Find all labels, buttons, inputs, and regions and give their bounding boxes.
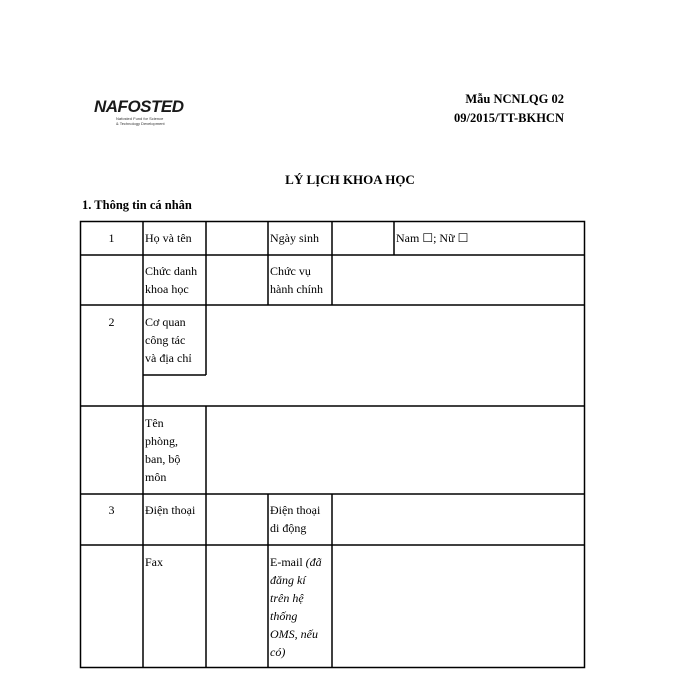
logo-subtitle: Nafosted Fund for Science [116, 116, 164, 121]
logo-text: NAFOSTED [94, 97, 184, 116]
admin-position-label [270, 262, 323, 298]
label-line: khoa học [145, 282, 189, 296]
email-note: trên hệ [270, 591, 304, 605]
dob-label: Ngày sinh [270, 231, 319, 245]
nafosted-logo [86, 96, 196, 130]
label-line: Chức danh [145, 264, 198, 278]
logo-subtitle: & Technology Development [116, 121, 165, 126]
full-name-label: Họ và tên [145, 231, 192, 245]
label-line: di động [270, 521, 307, 535]
gender-checkbox-group[interactable]: Nam ☐; Nữ ☐ [396, 231, 469, 245]
department-label [145, 414, 180, 486]
email-field[interactable] [333, 546, 584, 667]
organization-label [145, 313, 192, 367]
mobile-label [270, 501, 320, 537]
email-label [270, 553, 322, 661]
label-line: công tác [145, 333, 186, 347]
form-code-line: Mẫu NCNLQG 02 [465, 92, 564, 106]
fax-label: Fax [145, 555, 163, 569]
section-title: 1. Thông tin cá nhân [82, 198, 192, 212]
email-note: (đã [305, 555, 322, 569]
form-code-line: 09/2015/TT-BKHCN [454, 111, 564, 125]
email-note: đăng kí [270, 573, 306, 587]
row-number: 2 [108, 315, 115, 329]
email-note: thống [270, 609, 298, 623]
row-number: 1 [108, 231, 115, 245]
phone-field[interactable] [207, 495, 267, 544]
label-line: Cơ quan [145, 315, 186, 329]
dob-field[interactable] [333, 223, 393, 254]
organization-field[interactable] [207, 306, 584, 405]
label-line: hành chính [270, 282, 323, 296]
full-name-field[interactable] [207, 223, 267, 254]
label-line: Điện thoại [270, 503, 321, 517]
row-number: 3 [108, 503, 115, 517]
mobile-field[interactable] [333, 495, 584, 544]
email-note: OMS, nếu [270, 627, 318, 641]
form-code [454, 90, 564, 128]
label-line: Tên [145, 416, 164, 430]
label-line: phòng, [145, 434, 178, 448]
label-line: và địa chỉ [145, 351, 192, 365]
document-title: LÝ LỊCH KHOA HỌC [285, 172, 415, 187]
email-note: có) [270, 645, 286, 659]
label-line: Chức vụ [270, 264, 311, 278]
fax-field[interactable] [207, 546, 267, 667]
label-line: ban, bộ [145, 452, 181, 466]
admin-position-field[interactable] [333, 256, 584, 304]
sci-title-label [145, 262, 197, 298]
email-prefix: E-mail [270, 555, 306, 569]
sci-title-field[interactable] [207, 256, 267, 304]
label-line: môn [145, 470, 167, 484]
phone-label: Điện thoại [145, 503, 196, 517]
department-field[interactable] [207, 407, 584, 493]
